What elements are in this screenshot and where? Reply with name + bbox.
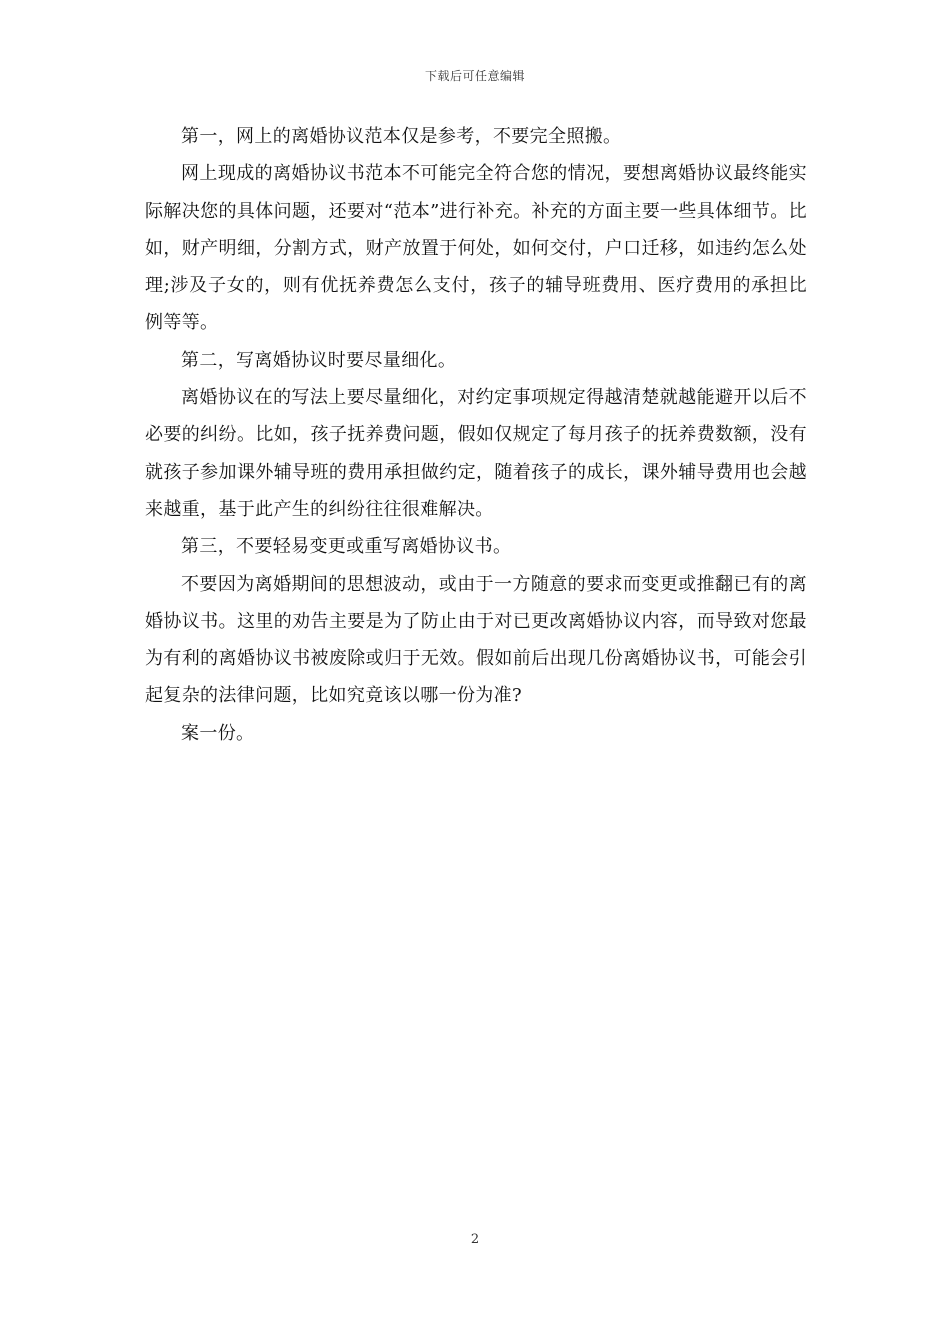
paragraph-point-one-heading: 第一，网上的离婚协议范本仅是参考，不要完全照搬。 (181, 126, 622, 147)
paragraph-point-one-body: 网上现成的离婚协议书范本不可能完全符合您的情况，要想离婚协议最终能实际解决您的具体问题，还要对“范本”进行补充。补充的方面主要一些具体细节。比如，财产明细，分割方式，财产放置于何处，如何交付，户口迁移，如违约怎么处理;涉及子女的，则有优抚养费怎么支付，孩子的辅导班费用、医疗费用的承担比例等等。 (145, 163, 807, 334)
page-number: 2 (470, 1232, 480, 1247)
paragraph-closing: 案一份。 (181, 722, 255, 744)
paragraph-point-three-body: 不要因为离婚期间的思想波动，或由于一方随意的要求而变更或推翻已有的离婚协议书。这里的劝告主要是为了防止由于对已更改离婚协议内容，而导致对您最为有利的离婚协议书被废除或归于无效。假如前后出现几份离婚协议书，可能会引起复杂的法律问题，比如究竟该以哪一份为准? (145, 573, 807, 707)
paragraph-point-two-heading: 第二，写离婚协议时要尽量细化。 (181, 349, 457, 371)
document-body (145, 118, 807, 752)
page-header: 下载后可任意编辑 (424, 69, 525, 83)
paragraph-point-three-heading: 第三，不要轻易变更或重写离婚协议书。 (181, 536, 512, 558)
paragraph-point-two-body: 离婚协议在的写法上要尽量细化，对约定事项规定得越清楚就越能避开以后不必要的纠纷。比如，孩子抚养费问题，假如仅规定了每月孩子的抚养费数额，没有就孩子参加课外辅导班的费用承担做约定，随着孩子的成长，课外辅导费用也会越来越重，基于此产生的纠纷往往很难解决。 (145, 387, 807, 520)
